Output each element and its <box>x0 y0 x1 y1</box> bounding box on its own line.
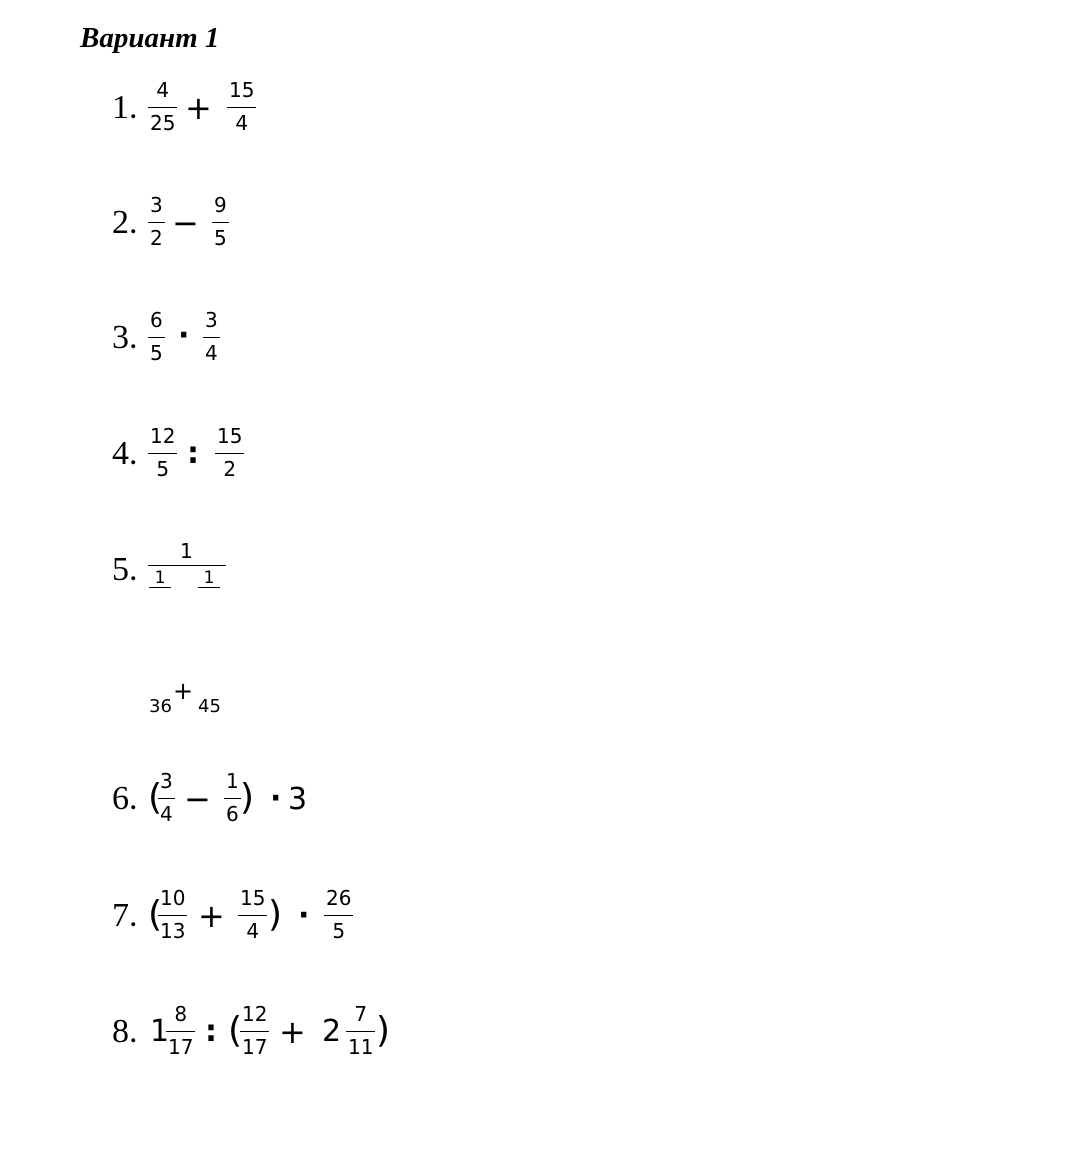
fraction-bar <box>148 107 177 108</box>
denominator: 17 <box>242 1035 268 1059</box>
numerator: 10 <box>160 886 186 910</box>
denominator: 2 <box>223 457 237 481</box>
denominator: 4 <box>160 802 173 826</box>
fraction <box>324 886 353 943</box>
fraction-bar <box>215 453 244 454</box>
fraction-bar <box>346 1031 375 1032</box>
fraction <box>212 193 229 250</box>
denominator: 5 <box>332 919 346 943</box>
operator: + <box>185 89 212 127</box>
close-paren: ) <box>376 1010 391 1051</box>
fraction <box>158 886 187 943</box>
numerator: 1 <box>226 769 239 793</box>
fraction-bar <box>212 222 229 223</box>
denominator: 6 <box>226 802 239 826</box>
whole-number: 2 <box>322 1014 342 1049</box>
fraction-bar <box>240 1031 269 1032</box>
fraction-bar <box>324 915 353 916</box>
denominator: 11 <box>348 1035 374 1059</box>
fraction <box>148 193 165 250</box>
fraction <box>240 1002 269 1059</box>
denominator: 2 <box>150 226 163 250</box>
inner-fraction-left <box>149 569 171 588</box>
operator: · <box>178 318 190 353</box>
fraction-bar <box>148 565 226 566</box>
operator: : <box>205 1014 217 1049</box>
operator: + <box>198 897 225 935</box>
fraction-bar <box>148 453 177 454</box>
numerator: 26 <box>326 886 352 910</box>
numerator: 7 <box>354 1002 368 1026</box>
denominator: 5 <box>156 457 170 481</box>
fraction-bar <box>148 222 165 223</box>
problem-number: 5. <box>112 551 138 588</box>
problem-number: 8. <box>112 1013 138 1050</box>
fraction <box>148 78 177 135</box>
fraction <box>203 308 220 365</box>
fraction-bar <box>238 915 267 916</box>
problem-number: 2. <box>112 204 138 241</box>
fraction-bar <box>166 1031 195 1032</box>
numerator: 12 <box>150 424 176 448</box>
denominator-left: 36 <box>149 696 172 717</box>
numerator: 3 <box>150 193 163 217</box>
fraction <box>346 1002 375 1059</box>
close-paren: ) <box>268 894 283 935</box>
fraction-bar <box>224 798 241 799</box>
fraction <box>238 886 267 943</box>
numerator: 3 <box>160 769 173 793</box>
numerator: 1 <box>198 569 220 588</box>
fraction-bar <box>203 337 220 338</box>
denominator: 13 <box>160 919 186 943</box>
numerator: 8 <box>174 1002 188 1026</box>
numerator: 15 <box>229 78 255 102</box>
fraction <box>227 78 256 135</box>
denominator: 4 <box>205 341 218 365</box>
numerator: 12 <box>242 1002 268 1026</box>
numerator: 9 <box>214 193 227 217</box>
inner-fraction-right <box>198 569 220 588</box>
denominator: 5 <box>214 226 227 250</box>
operator: · <box>270 781 282 816</box>
fraction <box>148 424 177 481</box>
denominator: 4 <box>235 111 249 135</box>
open-paren: ( <box>228 1010 243 1051</box>
problem-number: 6. <box>112 780 138 817</box>
denominator: 5 <box>150 341 163 365</box>
fraction <box>166 1002 195 1059</box>
open-paren: ( <box>148 777 163 818</box>
denominator: 25 <box>150 111 176 135</box>
fraction <box>158 769 175 826</box>
operator: + <box>279 1013 306 1051</box>
fraction-bar <box>158 915 187 916</box>
fraction-bar <box>148 337 165 338</box>
fraction-bar <box>227 107 256 108</box>
numerator: 15 <box>240 886 266 910</box>
fraction <box>224 769 241 826</box>
denominator: 17 <box>168 1035 194 1059</box>
numerator: 4 <box>156 78 170 102</box>
problem-number: 1. <box>112 89 138 126</box>
fraction <box>215 424 244 481</box>
numerator: 15 <box>217 424 243 448</box>
open-paren: ( <box>148 894 163 935</box>
denominator: 4 <box>246 919 260 943</box>
problem-number: 7. <box>112 897 138 934</box>
numerator: 1 <box>180 539 193 563</box>
whole-number: 1 <box>150 1014 170 1049</box>
problem-number: 3. <box>112 319 138 356</box>
numerator: 3 <box>205 308 218 332</box>
operator: · <box>298 898 310 933</box>
operator: : <box>187 436 199 471</box>
operator: + <box>173 677 194 705</box>
problem-number: 4. <box>112 435 138 472</box>
numerator: 6 <box>150 308 163 332</box>
whole-number: 3 <box>288 782 308 817</box>
denominator-right: 45 <box>198 696 221 717</box>
fraction-bar <box>158 798 175 799</box>
fraction <box>148 308 165 365</box>
numerator: 1 <box>149 569 171 588</box>
operator: − <box>184 780 211 818</box>
variant-title: Вариант 1 <box>80 22 220 54</box>
operator: − <box>172 204 199 242</box>
close-paren: ) <box>240 777 255 818</box>
